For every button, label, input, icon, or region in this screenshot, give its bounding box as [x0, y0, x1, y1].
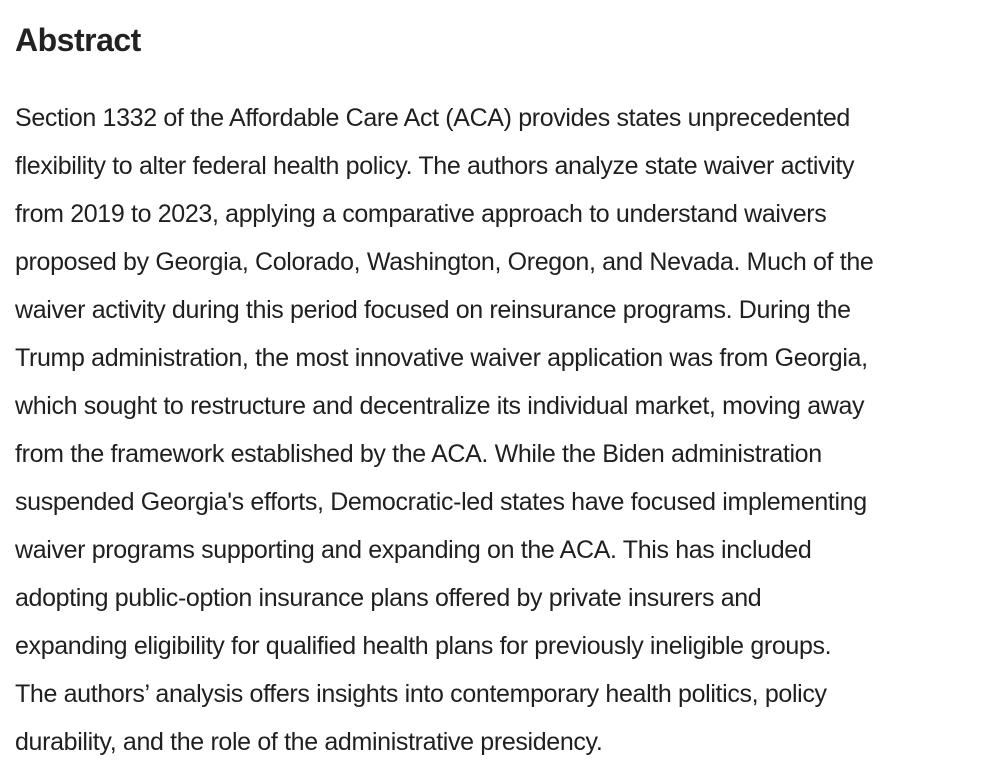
abstract-heading: Abstract: [15, 22, 141, 58]
abstract-line-3: from 2019 to 2023, applying a comparative approach to understand waivers: [15, 200, 827, 228]
abstract-line-2: flexibility to alter federal health policy. The authors analyze state waiver activity: [15, 152, 855, 180]
abstract-line-8: from the framework established by the ACA. While the Biden administration: [15, 440, 822, 468]
abstract-body: [15, 94, 990, 766]
abstract-section: [15, 18, 990, 756]
abstract-line-12: expanding eligibility for qualified health plans for previously ineligible groups.: [15, 632, 832, 660]
abstract-line-10: waiver programs supporting and expanding on the ACA. This has included: [15, 536, 812, 564]
abstract-line-7: which sought to restructure and decentralize its individual market, moving away: [15, 392, 865, 420]
abstract-line-14: durability, and the role of the administrative presidency.: [15, 728, 603, 756]
abstract-line-11: adopting public-option insurance plans offered by private insurers and: [15, 584, 762, 612]
abstract-line-5: waiver activity during this period focused on reinsurance programs. During the: [15, 296, 851, 324]
abstract-line-6: Trump administration, the most innovative waiver application was from Georgia,: [15, 344, 868, 372]
abstract-line-1: Section 1332 of the Affordable Care Act (ACA) provides states unprecedented: [15, 104, 850, 132]
abstract-line-4: proposed by Georgia, Colorado, Washington, Oregon, and Nevada. Much of the: [15, 248, 874, 276]
abstract-line-13: The authors’ analysis offers insights into contemporary health politics, policy: [15, 680, 827, 708]
abstract-line-9: suspended Georgia's efforts, Democratic-led states have focused implementing: [15, 488, 867, 516]
